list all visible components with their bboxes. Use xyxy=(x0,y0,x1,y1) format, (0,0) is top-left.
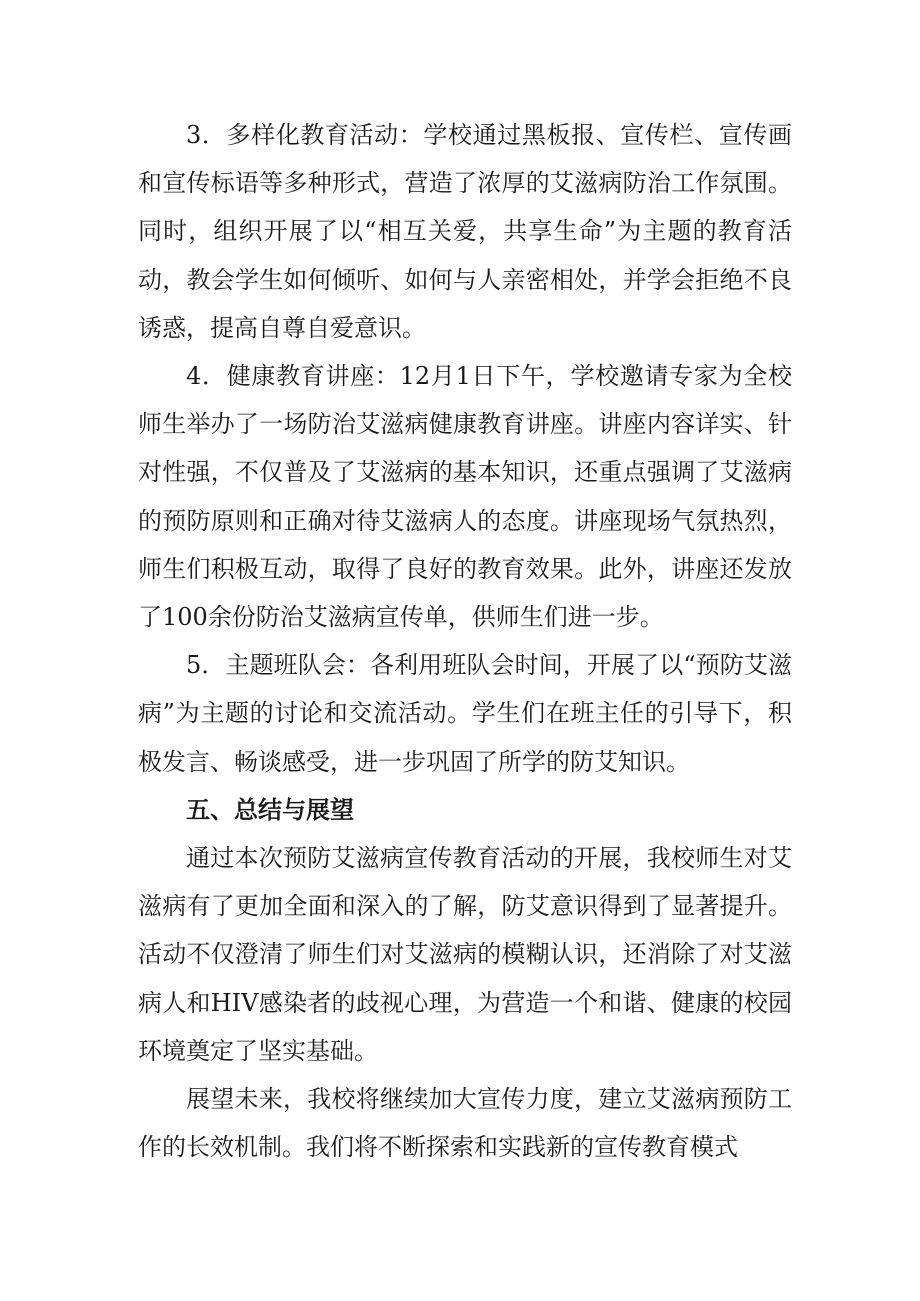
paragraph-item-4: 4．健康教育讲座：12月1日下午，学校邀请专家为全校师生举办了一场防治艾滋病健康教育讲座。讲座内容详实、针对性强，不仅普及了艾滋病的基本知识，还重点强调了艾滋病的预防原则和正确对待艾滋病人的态度。讲座现场气氛热烈，师生们积极互动，取得了良好的教育效果。此外，讲座还发放了100余份防治艾滋病宣传单，供师生们进一步。 xyxy=(138,362,792,632)
paragraph-item-5: 5．主题班队会：各利用班队会时间，开展了以“预防艾滋病”为主题的讨论和交流活动。学生们在班主任的引导下，积极发言、畅谈感受，进一步巩固了所学的防艾知识。 xyxy=(138,651,792,776)
section-heading: 五、总结与展望 xyxy=(186,795,354,824)
paragraph-item-3: 3．多样化教育活动：学校通过黑板报、宣传栏、宣传画和宣传标语等多种形式，营造了浓厚的艾滋病防治工作氛围。同时，组织开展了以“相互关爱，共享生命”为主题的教育活动，教会学生如何倾听、如何与人亲密相处，并学会拒绝不良诱惑，提高自尊自爱意识。 xyxy=(138,121,792,342)
paragraph-summary-1: 通过本次预防艾滋病宣传教育活动的开展，我校师生对艾滋病有了更加全面和深入的了解，防艾意识得到了显著提升。活动不仅澄清了师生们对艾滋病的模糊认识，还消除了对艾滋病人和HIV感染者的歧视心理，为营造一个和谐、健康的校园环境奠定了坚实基础。 xyxy=(138,844,792,1065)
paragraph-summary-2: 展望未来，我校将继续加大宣传力度，建立艾滋病预防工作的长效机制。我们将不断探索和实践新的宣传教育模式 xyxy=(138,1085,792,1162)
